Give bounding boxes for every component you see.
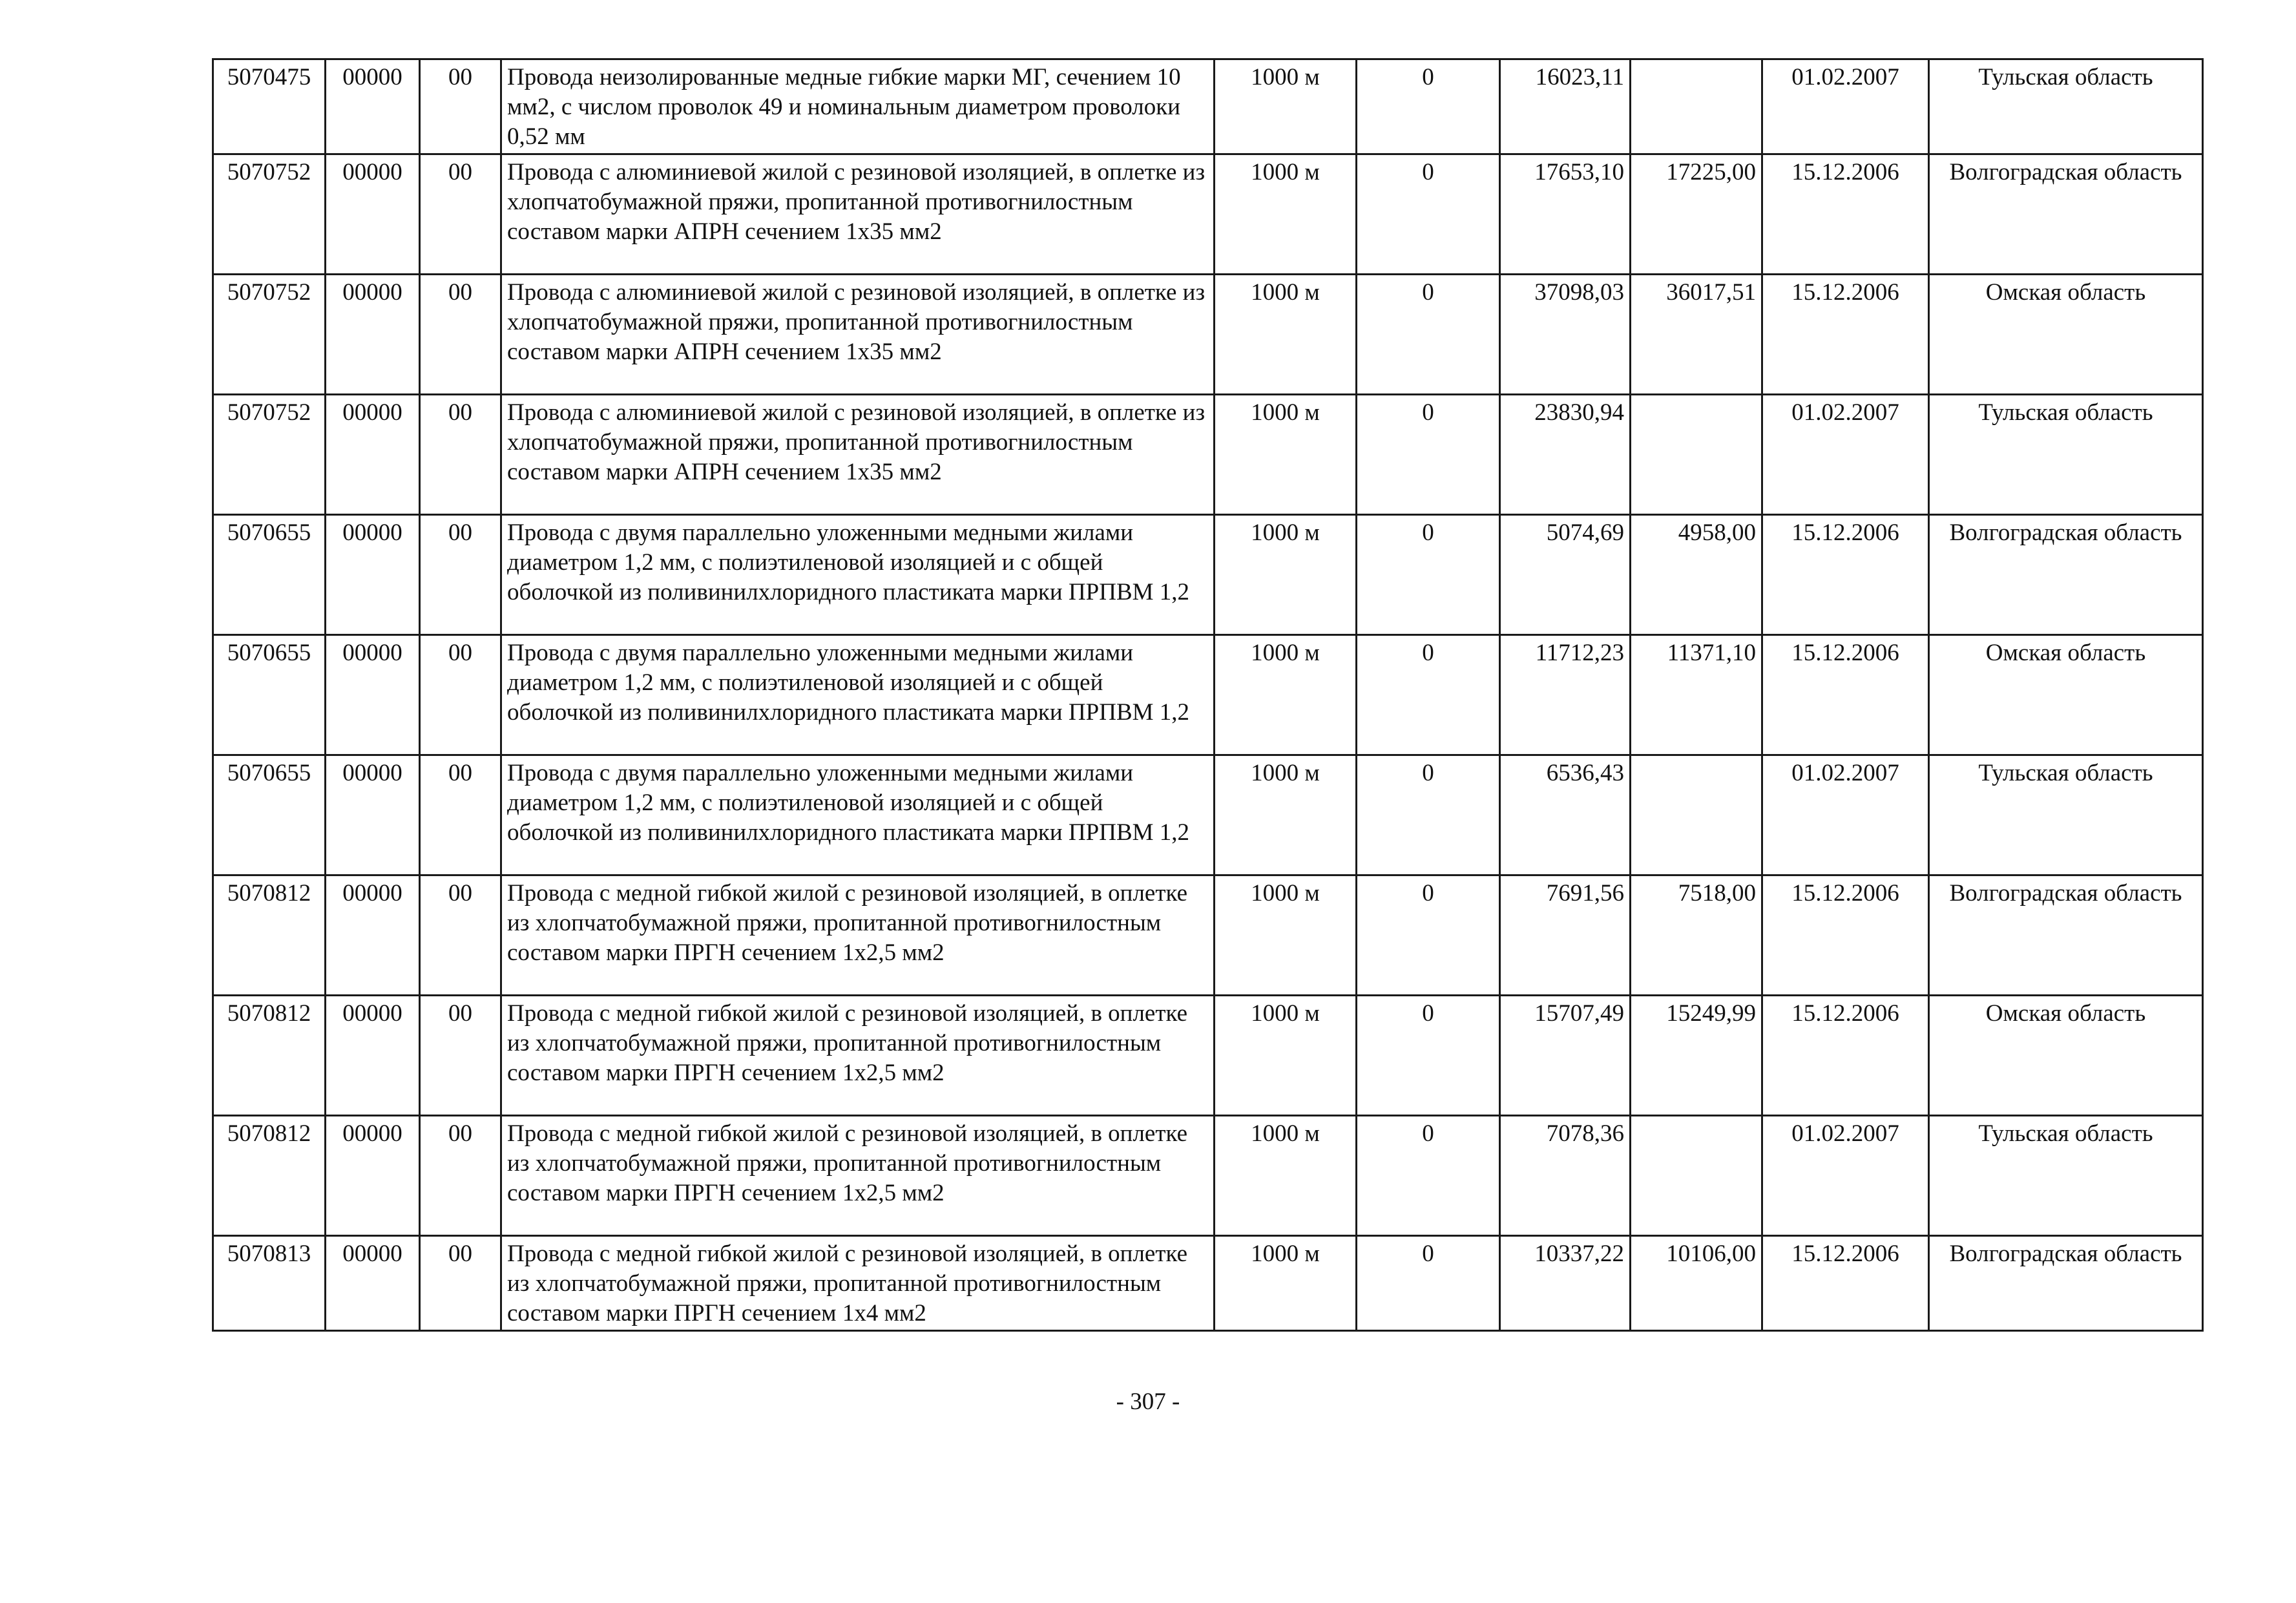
suffix-cell: 00 <box>420 395 501 515</box>
unit-cell: 1000 м <box>1215 515 1357 635</box>
region-cell: Волгоградская область <box>1929 154 2203 275</box>
region-cell: Омская область <box>1929 635 2203 755</box>
zero-cell: 0 <box>1357 154 1500 275</box>
price-alt-cell: 10106,00 <box>1631 1236 1762 1331</box>
price-cell: 7078,36 <box>1500 1116 1631 1236</box>
resource-code-cell: 5070655 <box>213 755 326 875</box>
date-cell: 01.02.2007 <box>1762 395 1929 515</box>
sub-code-cell: 00000 <box>326 875 420 996</box>
date-cell: 15.12.2006 <box>1762 996 1929 1116</box>
price-cell: 5074,69 <box>1500 515 1631 635</box>
description-cell: Провода с алюминиевой жилой с резиновой изоляцией, в оплетке из хлопчатобумажной пряжи, пропитанной противогнилостным составом марки АПРН сечением 1х35 мм2 <box>501 395 1215 515</box>
price-cell: 15707,49 <box>1500 996 1631 1116</box>
description-cell: Провода с медной гибкой жилой с резиновой изоляцией, в оплетке из хлопчатобумажной пряжи, пропитанной противогнилостным составом марки ПРГН сечением 1х2,5 мм2 <box>501 875 1215 996</box>
price-cell: 10337,22 <box>1500 1236 1631 1331</box>
unit-cell: 1000 м <box>1215 1116 1357 1236</box>
price-alt-cell <box>1631 59 1762 154</box>
zero-cell: 0 <box>1357 875 1500 996</box>
unit-cell: 1000 м <box>1215 755 1357 875</box>
table-row <box>213 635 2203 755</box>
date-cell: 01.02.2007 <box>1762 1116 1929 1236</box>
unit-cell: 1000 м <box>1215 635 1357 755</box>
price-alt-cell: 17225,00 <box>1631 154 1762 275</box>
table-row <box>213 395 2203 515</box>
date-cell: 15.12.2006 <box>1762 635 1929 755</box>
date-cell: 01.02.2007 <box>1762 755 1929 875</box>
region-cell: Тульская область <box>1929 59 2203 154</box>
unit-cell: 1000 м <box>1215 875 1357 996</box>
table-row <box>213 154 2203 275</box>
suffix-cell: 00 <box>420 1236 501 1331</box>
table-row <box>213 875 2203 996</box>
date-cell: 15.12.2006 <box>1762 515 1929 635</box>
sub-code-cell: 00000 <box>326 635 420 755</box>
price-alt-cell: 11371,10 <box>1631 635 1762 755</box>
description-cell: Провода с алюминиевой жилой с резиновой изоляцией, в оплетке из хлопчатобумажной пряжи, пропитанной противогнилостным составом марки АПРН сечением 1х35 мм2 <box>501 154 1215 275</box>
page-number: - 307 - <box>1116 1388 1180 1415</box>
date-cell: 15.12.2006 <box>1762 275 1929 395</box>
suffix-cell: 00 <box>420 275 501 395</box>
price-cell: 6536,43 <box>1500 755 1631 875</box>
price-cell: 16023,11 <box>1500 59 1631 154</box>
price-cell: 11712,23 <box>1500 635 1631 755</box>
zero-cell: 0 <box>1357 755 1500 875</box>
date-cell: 15.12.2006 <box>1762 1236 1929 1331</box>
description-cell: Провода с медной гибкой жилой с резиновой изоляцией, в оплетке из хлопчатобумажной пряжи, пропитанной противогнилостным составом марки ПРГН сечением 1х4 мм2 <box>501 1236 1215 1331</box>
table-row <box>213 275 2203 395</box>
unit-cell: 1000 м <box>1215 996 1357 1116</box>
table-row <box>213 59 2203 154</box>
description-cell: Провода с алюминиевой жилой с резиновой изоляцией, в оплетке из хлопчатобумажной пряжи, пропитанной противогнилостным составом марки АПРН сечением 1х35 мм2 <box>501 275 1215 395</box>
region-cell: Волгоградская область <box>1929 875 2203 996</box>
unit-cell: 1000 м <box>1215 275 1357 395</box>
sub-code-cell: 00000 <box>326 395 420 515</box>
description-cell: Провода с двумя параллельно уложенными медными жилами диаметром 1,2 мм, с полиэтиленовой изоляцией и с общей оболочкой из поливинилхлоридного пластиката марки ПРПВМ 1,2 <box>501 635 1215 755</box>
price-alt-cell <box>1631 395 1762 515</box>
price-alt-cell <box>1631 1116 1762 1236</box>
unit-cell: 1000 м <box>1215 59 1357 154</box>
description-cell: Провода с медной гибкой жилой с резиновой изоляцией, в оплетке из хлопчатобумажной пряжи, пропитанной противогнилостным составом марки ПРГН сечением 1х2,5 мм2 <box>501 996 1215 1116</box>
sub-code-cell: 00000 <box>326 755 420 875</box>
suffix-cell: 00 <box>420 755 501 875</box>
price-cell: 7691,56 <box>1500 875 1631 996</box>
region-cell: Волгоградская область <box>1929 1236 2203 1331</box>
resource-code-cell: 5070812 <box>213 875 326 996</box>
region-cell: Тульская область <box>1929 395 2203 515</box>
sub-code-cell: 00000 <box>326 275 420 395</box>
table-row <box>213 996 2203 1116</box>
resource-code-cell: 5070813 <box>213 1236 326 1331</box>
sub-code-cell: 00000 <box>326 996 420 1116</box>
region-cell: Тульская область <box>1929 755 2203 875</box>
region-cell: Тульская область <box>1929 1116 2203 1236</box>
suffix-cell: 00 <box>420 875 501 996</box>
table-row <box>213 1116 2203 1236</box>
description-cell: Провода с двумя параллельно уложенными медными жилами диаметром 1,2 мм, с полиэтиленовой изоляцией и с общей оболочкой из поливинилхлоридного пластиката марки ПРПВМ 1,2 <box>501 515 1215 635</box>
resource-code-cell: 5070752 <box>213 395 326 515</box>
zero-cell: 0 <box>1357 635 1500 755</box>
date-cell: 15.12.2006 <box>1762 154 1929 275</box>
date-cell: 15.12.2006 <box>1762 875 1929 996</box>
unit-cell: 1000 м <box>1215 395 1357 515</box>
region-cell: Омская область <box>1929 275 2203 395</box>
description-cell: Провода неизолированные медные гибкие марки МГ, сечением 10 мм2, с числом проволок 49 и номинальным диаметром проволоки 0,52 мм <box>501 59 1215 154</box>
zero-cell: 0 <box>1357 59 1500 154</box>
region-cell: Омская область <box>1929 996 2203 1116</box>
resource-code-cell: 5070752 <box>213 275 326 395</box>
suffix-cell: 00 <box>420 515 501 635</box>
zero-cell: 0 <box>1357 515 1500 635</box>
price-alt-cell: 15249,99 <box>1631 996 1762 1116</box>
region-cell: Волгоградская область <box>1929 515 2203 635</box>
suffix-cell: 00 <box>420 635 501 755</box>
price-cell: 23830,94 <box>1500 395 1631 515</box>
description-cell: Провода с двумя параллельно уложенными медными жилами диаметром 1,2 мм, с полиэтиленовой изоляцией и с общей оболочкой из поливинилхлоридного пластиката марки ПРПВМ 1,2 <box>501 755 1215 875</box>
resource-code-cell: 5070812 <box>213 1116 326 1236</box>
resource-code-cell: 5070655 <box>213 515 326 635</box>
resource-code-cell: 5070655 <box>213 635 326 755</box>
table-row <box>213 515 2203 635</box>
zero-cell: 0 <box>1357 275 1500 395</box>
price-cell: 17653,10 <box>1500 154 1631 275</box>
zero-cell: 0 <box>1357 996 1500 1116</box>
price-alt-cell: 4958,00 <box>1631 515 1762 635</box>
sub-code-cell: 00000 <box>326 1116 420 1236</box>
resource-code-cell: 5070812 <box>213 996 326 1116</box>
table-row <box>213 1236 2203 1331</box>
price-alt-cell <box>1631 755 1762 875</box>
unit-cell: 1000 м <box>1215 1236 1357 1331</box>
sub-code-cell: 00000 <box>326 154 420 275</box>
sub-code-cell: 00000 <box>326 515 420 635</box>
table-row <box>213 755 2203 875</box>
zero-cell: 0 <box>1357 1236 1500 1331</box>
date-cell: 01.02.2007 <box>1762 59 1929 154</box>
price-cell: 37098,03 <box>1500 275 1631 395</box>
price-alt-cell: 36017,51 <box>1631 275 1762 395</box>
suffix-cell: 00 <box>420 154 501 275</box>
zero-cell: 0 <box>1357 395 1500 515</box>
unit-cell: 1000 м <box>1215 154 1357 275</box>
description-cell: Провода с медной гибкой жилой с резиновой изоляцией, в оплетке из хлопчатобумажной пряжи, пропитанной противогнилостным составом марки ПРГН сечением 1х2,5 мм2 <box>501 1116 1215 1236</box>
suffix-cell: 00 <box>420 996 501 1116</box>
price-table <box>212 58 2204 1332</box>
zero-cell: 0 <box>1357 1116 1500 1236</box>
suffix-cell: 00 <box>420 1116 501 1236</box>
sub-code-cell: 00000 <box>326 1236 420 1331</box>
table-body <box>213 59 2203 1331</box>
resource-code-cell: 5070475 <box>213 59 326 154</box>
price-alt-cell: 7518,00 <box>1631 875 1762 996</box>
resource-code-cell: 5070752 <box>213 154 326 275</box>
sub-code-cell: 00000 <box>326 59 420 154</box>
suffix-cell: 00 <box>420 59 501 154</box>
